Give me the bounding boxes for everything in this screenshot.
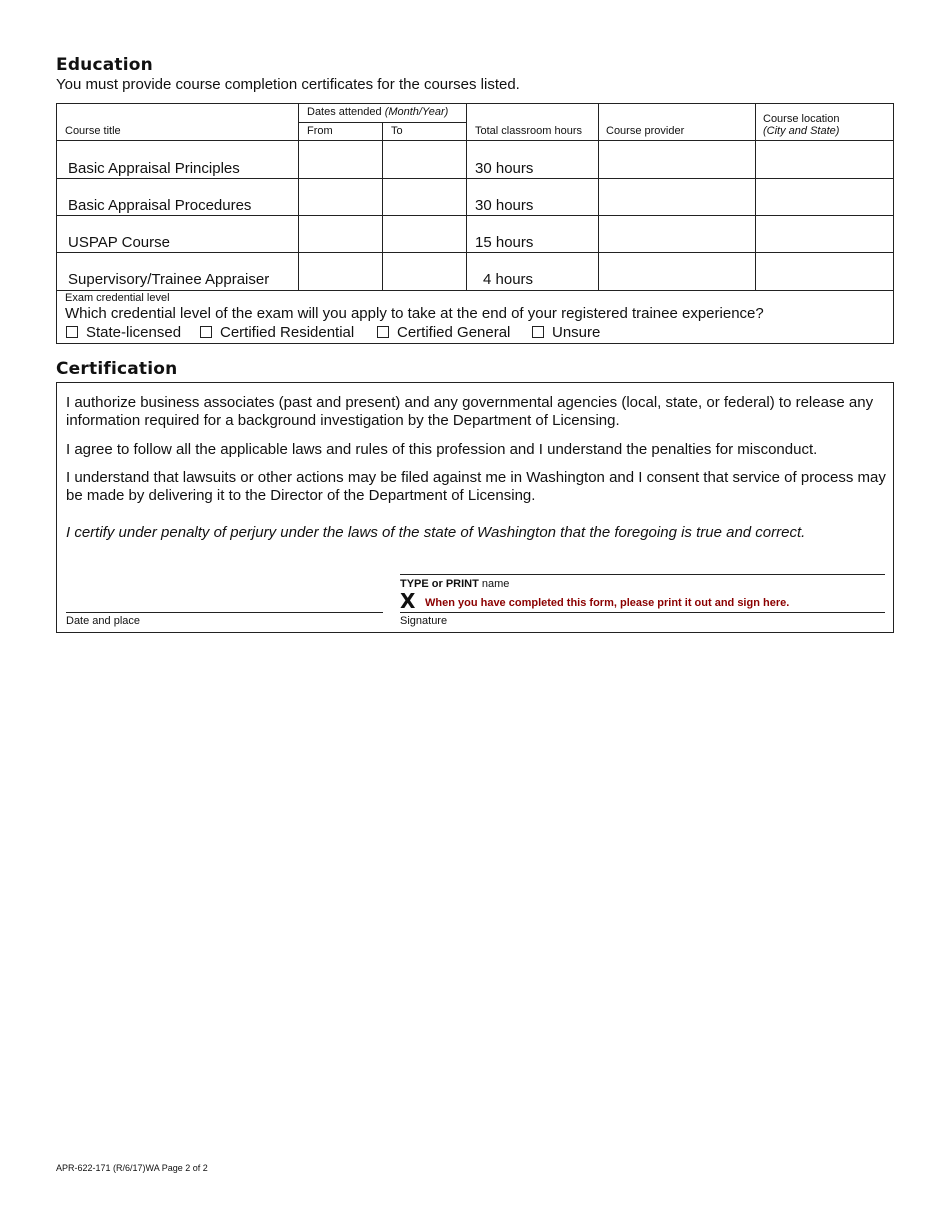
header-total-hours: Total classroom hours <box>475 125 582 137</box>
provider-input[interactable] <box>606 256 750 286</box>
header-course-provider: Course provider <box>606 125 685 137</box>
exam-option-unsure[interactable]: Unsure <box>532 324 600 341</box>
from-input[interactable] <box>307 144 377 174</box>
exam-credential-label: Exam credential level <box>65 292 170 304</box>
date-place-input[interactable] <box>66 588 383 610</box>
education-table <box>56 103 894 344</box>
provider-input[interactable] <box>606 182 750 212</box>
course-title-cell: Basic Appraisal Principles <box>68 160 240 177</box>
checkbox-icon[interactable] <box>377 326 389 338</box>
header-to: To <box>391 125 403 137</box>
header-course-title: Course title <box>65 125 121 137</box>
to-input[interactable] <box>391 182 461 212</box>
cert-paragraph: I understand that lawsuits or other actions may be filed against me in Washington and I consent that service of process may be made by delivering it to the Director of the Department of Licensing. <box>66 469 886 504</box>
exam-option-certified-general[interactable]: Certified General <box>377 324 510 341</box>
education-title: Education <box>56 55 153 75</box>
to-input[interactable] <box>391 219 461 249</box>
to-input[interactable] <box>391 144 461 174</box>
location-input[interactable] <box>763 182 889 212</box>
certification-title: Certification <box>56 359 178 379</box>
certify-statement: I certify under penalty of perjury under the laws of the state of Washington that the foregoing is true and correct. <box>66 524 806 541</box>
education-subtitle: You must provide course completion certificates for the courses listed. <box>56 76 520 93</box>
exam-option-certified-residential[interactable]: Certified Residential <box>200 324 354 341</box>
location-input[interactable] <box>763 219 889 249</box>
provider-input[interactable] <box>606 219 750 249</box>
hours-cell: 30 hours <box>475 160 534 177</box>
to-input[interactable] <box>391 256 461 286</box>
hours-cell: 30 hours <box>475 197 534 214</box>
course-title-cell: Basic Appraisal Procedures <box>68 197 252 214</box>
signature-input[interactable] <box>437 588 885 610</box>
hours-cell: 4 hours <box>483 271 534 288</box>
location-input[interactable] <box>763 144 889 174</box>
certification-box <box>56 382 894 633</box>
provider-input[interactable] <box>606 144 750 174</box>
header-from: From <box>307 125 333 137</box>
form-id: APR-622-171 (R/6/17)WA Page 2 of 2 <box>56 1163 208 1173</box>
course-title-cell: Supervisory/Trainee Appraiser <box>68 271 270 288</box>
location-input[interactable] <box>763 256 889 286</box>
cert-paragraph: I authorize business associates (past and present) and any governmental agencies (local, state, or federal) to release any information required for a background investigation by the Department of Licensing. <box>66 394 874 429</box>
header-course-location: Course location (City and State) <box>763 113 840 137</box>
checkbox-icon[interactable] <box>66 326 78 338</box>
sign-instruction: When you have completed this form, please print it out and sign here. <box>425 597 790 609</box>
hours-cell: 15 hours <box>475 234 534 251</box>
course-title-cell: USPAP Course <box>68 234 170 251</box>
from-input[interactable] <box>307 219 377 249</box>
checkbox-icon[interactable] <box>200 326 212 338</box>
exam-option-state-licensed[interactable]: State-licensed <box>66 324 181 341</box>
from-input[interactable] <box>307 182 377 212</box>
date-place-label: Date and place <box>66 615 140 627</box>
cert-paragraph: I agree to follow all the applicable laws and rules of this profession and I understand the penalties for misconduct. <box>66 441 818 458</box>
from-input[interactable] <box>307 256 377 286</box>
header-dates-attended: Dates attended (Month/Year) <box>307 106 449 118</box>
exam-question: Which credential level of the exam will you apply to take at the end of your registered trainee experience? <box>65 305 764 322</box>
checkbox-icon[interactable] <box>532 326 544 338</box>
type-print-name-label: TYPE or PRINT name <box>400 578 510 590</box>
x-mark-icon: X <box>400 589 416 613</box>
signature-label: Signature <box>400 615 448 627</box>
